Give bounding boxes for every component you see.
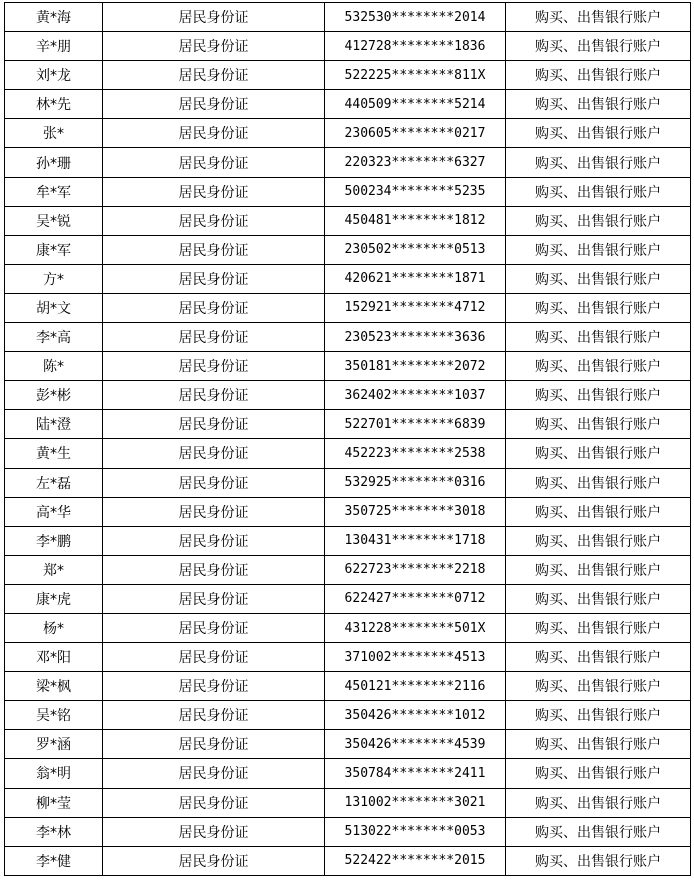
cell-name: 梁*枫	[5, 672, 103, 701]
cell-id-type: 居民身份证	[103, 817, 325, 846]
cell-id-number: 420621********1871	[325, 264, 506, 293]
table-row	[5, 352, 691, 381]
cell-name: 康*虎	[5, 584, 103, 613]
cell-name: 郑*	[5, 555, 103, 584]
table-row	[5, 672, 691, 701]
cell-id-number: 431228********501X	[325, 613, 506, 642]
table-row	[5, 730, 691, 759]
cell-id-number: 350426********4539	[325, 730, 506, 759]
cell-id-type: 居民身份证	[103, 148, 325, 177]
cell-reason: 购买、出售银行账户	[506, 206, 691, 235]
cell-reason: 购买、出售银行账户	[506, 61, 691, 90]
table-row	[5, 148, 691, 177]
cell-reason: 购买、出售银行账户	[506, 119, 691, 148]
cell-id-type: 居民身份证	[103, 672, 325, 701]
cell-id-type: 居民身份证	[103, 410, 325, 439]
cell-reason: 购买、出售银行账户	[506, 613, 691, 642]
cell-reason: 购买、出售银行账户	[506, 526, 691, 555]
cell-name: 康*军	[5, 235, 103, 264]
cell-name: 高*华	[5, 497, 103, 526]
cell-id-type: 居民身份证	[103, 381, 325, 410]
cell-reason: 购买、出售银行账户	[506, 148, 691, 177]
table-row	[5, 410, 691, 439]
cell-id-number: 532530********2014	[325, 3, 506, 32]
table-row	[5, 759, 691, 788]
table-row	[5, 701, 691, 730]
cell-name: 邓*阳	[5, 643, 103, 672]
cell-id-number: 371002********4513	[325, 643, 506, 672]
cell-id-type: 居民身份证	[103, 119, 325, 148]
cell-id-number: 152921********4712	[325, 293, 506, 322]
cell-id-type: 居民身份证	[103, 468, 325, 497]
cell-name: 林*先	[5, 90, 103, 119]
cell-id-number: 230523********3636	[325, 323, 506, 352]
cell-id-number: 513022********0053	[325, 817, 506, 846]
cell-name: 翁*明	[5, 759, 103, 788]
cell-id-type: 居民身份证	[103, 3, 325, 32]
table-row	[5, 584, 691, 613]
cell-reason: 购买、出售银行账户	[506, 32, 691, 61]
cell-name: 黄*海	[5, 3, 103, 32]
cell-reason: 购买、出售银行账户	[506, 555, 691, 584]
cell-name: 杨*	[5, 613, 103, 642]
cell-id-type: 居民身份证	[103, 555, 325, 584]
cell-id-number: 440509********5214	[325, 90, 506, 119]
cell-id-type: 居民身份证	[103, 526, 325, 555]
cell-reason: 购买、出售银行账户	[506, 497, 691, 526]
cell-reason: 购买、出售银行账户	[506, 643, 691, 672]
cell-id-type: 居民身份证	[103, 352, 325, 381]
table-row	[5, 323, 691, 352]
cell-id-number: 350784********2411	[325, 759, 506, 788]
table-row	[5, 555, 691, 584]
table-row	[5, 235, 691, 264]
table-row	[5, 3, 691, 32]
cell-name: 李*高	[5, 323, 103, 352]
cell-name: 胡*文	[5, 293, 103, 322]
cell-name: 方*	[5, 264, 103, 293]
cell-name: 孙*珊	[5, 148, 103, 177]
cell-reason: 购买、出售银行账户	[506, 323, 691, 352]
table-row	[5, 381, 691, 410]
cell-id-number: 230605********0217	[325, 119, 506, 148]
cell-reason: 购买、出售银行账户	[506, 90, 691, 119]
cell-id-type: 居民身份证	[103, 613, 325, 642]
cell-id-type: 居民身份证	[103, 206, 325, 235]
cell-id-type: 居民身份证	[103, 846, 325, 875]
cell-reason: 购买、出售银行账户	[506, 235, 691, 264]
cell-reason: 购买、出售银行账户	[506, 817, 691, 846]
cell-reason: 购买、出售银行账户	[506, 352, 691, 381]
cell-reason: 购买、出售银行账户	[506, 701, 691, 730]
cell-id-type: 居民身份证	[103, 439, 325, 468]
cell-id-type: 居民身份证	[103, 235, 325, 264]
table-row	[5, 526, 691, 555]
table-row	[5, 468, 691, 497]
cell-id-number: 622723********2218	[325, 555, 506, 584]
cell-reason: 购买、出售银行账户	[506, 846, 691, 875]
table-row	[5, 119, 691, 148]
cell-reason: 购买、出售银行账户	[506, 3, 691, 32]
cell-name: 李*健	[5, 846, 103, 875]
cell-id-type: 居民身份证	[103, 701, 325, 730]
cell-id-number: 522422********2015	[325, 846, 506, 875]
cell-name: 吴*铭	[5, 701, 103, 730]
cell-id-number: 362402********1037	[325, 381, 506, 410]
table-row	[5, 61, 691, 90]
table-row	[5, 643, 691, 672]
cell-name: 罗*涵	[5, 730, 103, 759]
cell-id-type: 居民身份证	[103, 788, 325, 817]
cell-reason: 购买、出售银行账户	[506, 410, 691, 439]
cell-id-type: 居民身份证	[103, 584, 325, 613]
cell-id-number: 450121********2116	[325, 672, 506, 701]
cell-id-type: 居民身份证	[103, 177, 325, 206]
cell-reason: 购买、出售银行账户	[506, 584, 691, 613]
cell-name: 黄*生	[5, 439, 103, 468]
cell-reason: 购买、出售银行账户	[506, 788, 691, 817]
cell-reason: 购买、出售银行账户	[506, 439, 691, 468]
cell-reason: 购买、出售银行账户	[506, 293, 691, 322]
cell-reason: 购买、出售银行账户	[506, 468, 691, 497]
cell-id-type: 居民身份证	[103, 759, 325, 788]
table-row	[5, 293, 691, 322]
cell-name: 张*	[5, 119, 103, 148]
cell-id-type: 居民身份证	[103, 264, 325, 293]
cell-name: 牟*军	[5, 177, 103, 206]
table-row	[5, 439, 691, 468]
cell-reason: 购买、出售银行账户	[506, 672, 691, 701]
cell-reason: 购买、出售银行账户	[506, 759, 691, 788]
cell-id-type: 居民身份证	[103, 643, 325, 672]
cell-id-type: 居民身份证	[103, 497, 325, 526]
cell-id-type: 居民身份证	[103, 90, 325, 119]
cell-reason: 购买、出售银行账户	[506, 381, 691, 410]
cell-id-type: 居民身份证	[103, 323, 325, 352]
cell-name: 李*林	[5, 817, 103, 846]
table-row	[5, 32, 691, 61]
cell-name: 左*磊	[5, 468, 103, 497]
table-row	[5, 90, 691, 119]
record-table	[4, 2, 691, 876]
cell-name: 刘*龙	[5, 61, 103, 90]
cell-name: 辛*朋	[5, 32, 103, 61]
table-row	[5, 497, 691, 526]
cell-reason: 购买、出售银行账户	[506, 177, 691, 206]
record-table-body	[5, 3, 691, 876]
cell-name: 李*鹏	[5, 526, 103, 555]
cell-id-type: 居民身份证	[103, 730, 325, 759]
cell-id-number: 230502********0513	[325, 235, 506, 264]
table-row	[5, 613, 691, 642]
table-row	[5, 177, 691, 206]
cell-id-number: 412728********1836	[325, 32, 506, 61]
cell-id-number: 350725********3018	[325, 497, 506, 526]
cell-id-number: 522225********811X	[325, 61, 506, 90]
table-row	[5, 206, 691, 235]
cell-name: 柳*莹	[5, 788, 103, 817]
table-row	[5, 788, 691, 817]
cell-name: 陆*澄	[5, 410, 103, 439]
table-row	[5, 264, 691, 293]
cell-id-type: 居民身份证	[103, 32, 325, 61]
cell-id-number: 450481********1812	[325, 206, 506, 235]
document-page	[4, 2, 690, 876]
cell-name: 吴*锐	[5, 206, 103, 235]
cell-id-number: 522701********6839	[325, 410, 506, 439]
cell-id-type: 居民身份证	[103, 293, 325, 322]
cell-id-number: 220323********6327	[325, 148, 506, 177]
cell-reason: 购买、出售银行账户	[506, 730, 691, 759]
cell-id-number: 350426********1012	[325, 701, 506, 730]
cell-name: 陈*	[5, 352, 103, 381]
cell-id-number: 500234********5235	[325, 177, 506, 206]
cell-id-number: 622427********0712	[325, 584, 506, 613]
cell-id-number: 131002********3021	[325, 788, 506, 817]
cell-id-number: 130431********1718	[325, 526, 506, 555]
table-row	[5, 846, 691, 875]
cell-id-number: 452223********2538	[325, 439, 506, 468]
cell-id-type: 居民身份证	[103, 61, 325, 90]
cell-id-number: 350181********2072	[325, 352, 506, 381]
cell-reason: 购买、出售银行账户	[506, 264, 691, 293]
cell-name: 彭*彬	[5, 381, 103, 410]
cell-id-number: 532925********0316	[325, 468, 506, 497]
table-row	[5, 817, 691, 846]
